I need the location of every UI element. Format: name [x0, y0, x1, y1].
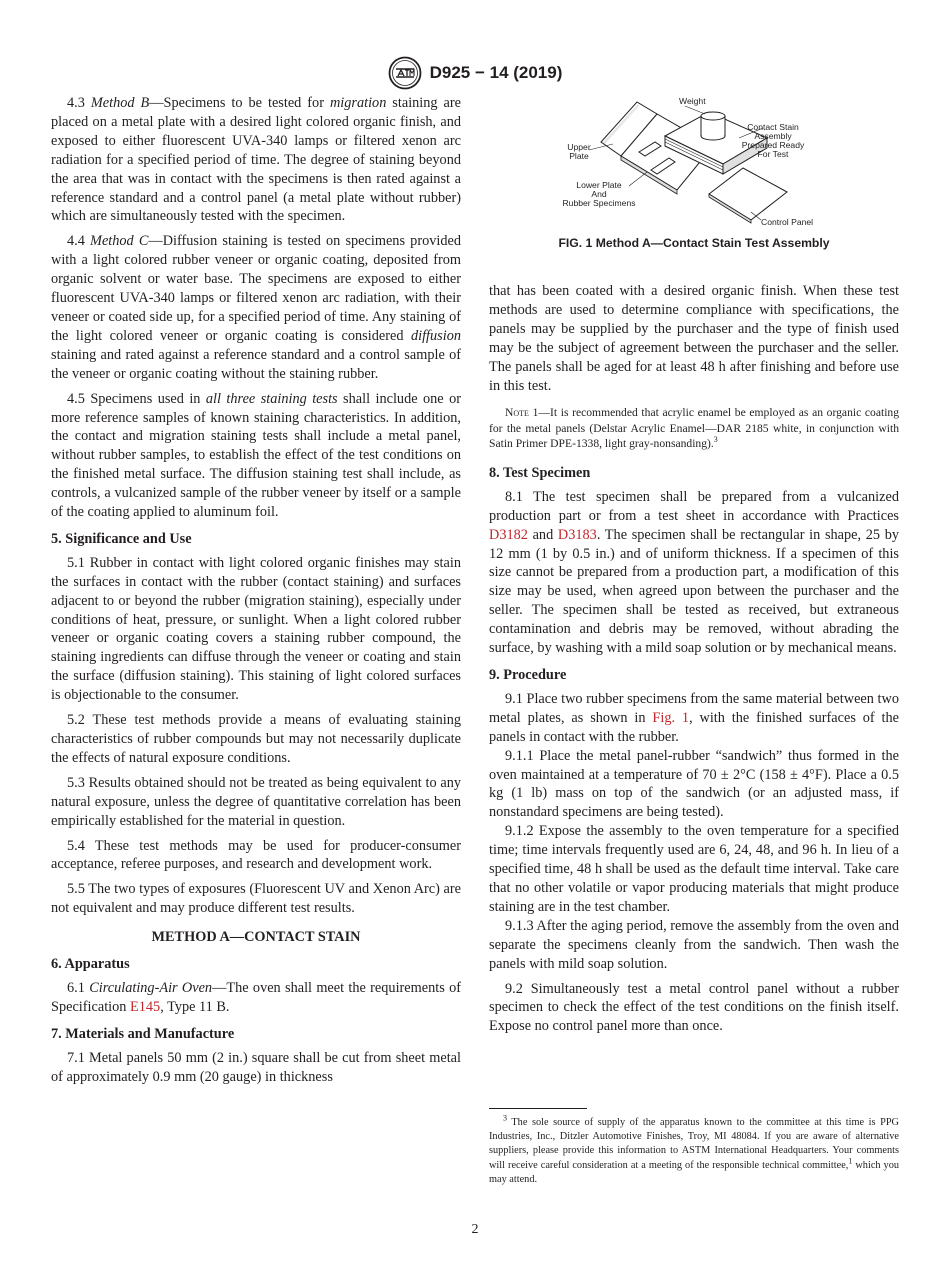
paragraph-4-4: 4.4 Method C—Diffusion staining is tested on specimens provided with a light colored rubber veneer or organic coating, deposited from organic solvent or water base. The specimens are exposed to either fluorescent UVA-340 lamps or filtered xenon arc radiation, with their veneer or coated side up, for a specified period of time. Any staining of the light colored veneer or organic coating is considered diffusion staining and rated against a reference standard and a control sample of the veneer or organic coating without the staining rubber.: [51, 233, 461, 382]
section-heading-6: 6. Apparatus: [51, 956, 130, 973]
label-lower-plate-2: And: [591, 189, 607, 199]
label-upper-plate-1: Upper: [567, 142, 591, 152]
paragraph-4-3: 4.3 Method B—Specimens to be tested for migration staining are placed on a metal plate with a desired light colored organic finish, and exposed to either fluorescent UVA-340 lamps or filtered xenon arc radiation for a specified period of time. The degree of staining beyond the area that was in contact with the specimens is then rated against a reference standard and a control panel (a metal plate without rubber) which are simultaneously tested with the specimen.: [51, 95, 462, 225]
section-heading-7: 7. Materials and Manufacture: [51, 1025, 235, 1042]
section-heading-9: 9. Procedure: [489, 667, 567, 683]
label-control-panel: Control Panel: [761, 217, 814, 227]
paragraph-5-3: 5.3 Results obtained should not be treated as being equivalent to any natural exposure, unless the degree of quantitative correlation has been empirically established for the material in question.: [51, 774, 461, 829]
footnote-divider: [489, 1108, 587, 1109]
astm-logo-icon: [388, 56, 422, 90]
section-heading-5: 5. Significance and Use: [51, 530, 192, 547]
label-contact-stain-2: Assembly: [754, 131, 792, 141]
link-d3183[interactable]: D3183: [557, 526, 597, 543]
paragraph-9-1-2: 9.1.2 Expose the assembly to the oven temperature for a specified time; time intervals frequently used are 6, 24, 48, and 96 h. In lieu of a specified time, 48 h shall be used as the default time interval. Take care that no other volatile or vapor producing materials that might produce staining are in the test chamber.: [489, 823, 899, 915]
paragraph-8-1: 8.1 The test specimen shall be prepared from a vulcanized production part or from a test sheet in accordance with Practices D3182 and D3183. The specimen shall be rectangular in shape, 25 by 12 mm (1 by 0.5 in.) and of uniform thickness. If a specimen of this size cannot be prepared from a production part, a modification of this size may be used, when agreed upon between the purchaser and the seller. The specimen shall be tested as received, but extraneous contamination and debris may be removed, without abrading the surface, by washing with a mild soap solution or by mechanical means.: [489, 488, 899, 657]
page-number: 2: [471, 1222, 479, 1237]
link-e145[interactable]: E145: [130, 998, 161, 1015]
paragraph-9-1-3: 9.1.3 After the aging period, remove the assembly from the oven and separate the specimens cleanly from the sandwich. Then wash the panels with mild soap solution.: [489, 917, 899, 972]
paragraph-6-1: 6.1 Circulating-Air Oven—The oven shall meet the requirements of Specification E145, Type 11 B.: [51, 979, 462, 1015]
paragraph-7-1: 7.1 Metal panels 50 mm (2 in.) square shall be cut from sheet metal of approximately 0.9 mm (20 gauge) in thickness: [51, 1049, 461, 1085]
label-weight: Weight: [679, 96, 706, 106]
weight-shape: [701, 112, 725, 140]
paragraph-7-1-continued: that has been coated with a desired organic finish. When these test methods are used to determine compliance with specifications, the panels may be supplied by the purchaser and the type of finish used may be the subject of agreement between the purchaser and the seller. The panels shall be aged for at least 48 h after finishing and before use in this test.: [489, 283, 899, 394]
document-designation: D925 − 14 (2019): [429, 63, 563, 82]
paragraph-5-1: 5.1 Rubber in contact with light colored organic finishes may stain the surfaces in contact with the rubber (contact staining) and surfaces adjacent to or beyond the rubber (migration staining), especially under conditions of heat, pressure, or sunlight. When a light colored rubber veneer or organic coating covers a staining rubber compound, the staining ingredients can diffuse through the veneer or coating and stain the surface (diffusion staining). This staining of light colored surfaces is objectionable to the consumer.: [51, 554, 461, 704]
page-header: [0, 56, 950, 90]
control-panel-shape: [709, 168, 787, 220]
note-1: Note 1—It is recommended that acrylic enamel be employed as an organic coating for the metal panels (Delstar Acrylic Enamel—DAR 2185 white, in conjunction with Satin Primer DPE-1338, light gray-nonsanding).$^3$: [489, 406, 900, 451]
link-d3182[interactable]: D3182: [489, 526, 528, 543]
paragraph-5-5: 5.5 The two types of exposures (Fluorescent UV and Xenon Arc) are not equivalent and may produce different test results.: [51, 881, 461, 917]
paragraph-9-1-1: 9.1.1 Place the metal panel-rubber “sandwich” thus formed in the oven maintained at a temperature of 70 ± 2°C (158 ± 4°F). Place a 0.5 kg (1 lb) mass on top of the sandwich (or an adjusted mass, if nonstandard specimens are being tested).: [489, 747, 899, 821]
paragraph-4-5: 4.5 Specimens used in all three staining tests shall include one or more reference samples of known staining characteristics. In addition, the contact and migration staining tests shall include a metal panel, without rubber samples, to establish the effect of the test conditions on the finished metal surface. The diffusion staining test shall include, as controls, a vulcanized sample of the rubber veneer by itself or a sample of the coating applied to aluminum foil.: [51, 390, 461, 521]
label-lower-plate-1: Lower Plate: [576, 180, 622, 190]
label-contact-stain-1: Contact Stain: [747, 122, 799, 132]
footnote-3: $^3$ The sole source of supply of the apparatus known to the committee at this time is PPG Industries, Inc., Ditzler Automotive Finishes, Troy, MI 48084. If you are aware of alternative suppliers, please provide this information to ASTM International Headquarters. Your comments will receive careful consideration at a meeting of the responsible technical committee,$^1$ which you may attend.: [489, 1113, 899, 1185]
link-fig-1[interactable]: Fig. 1: [652, 709, 690, 726]
section-heading-8: 8. Test Specimen: [489, 464, 591, 481]
label-lower-plate-3: Rubber Specimens: [562, 198, 636, 208]
label-contact-stain-3: Prepared Ready: [741, 140, 805, 150]
paragraph-5-4: 5.4 These test methods may be used for producer-consumer acceptance, referee purposes, and research and development work.: [51, 837, 461, 873]
left-column: [51, 94, 461, 1087]
method-a-heading: METHOD A—CONTACT STAIN: [151, 929, 361, 946]
label-contact-stain-4: For Test: [757, 149, 789, 159]
paragraph-9-2: 9.2 Simultaneously test a metal control panel without a rubber specimen to check the effect of the test conditions on the finish itself. Expose no control panel more than once.: [489, 980, 899, 1035]
label-upper-plate-2: Plate: [569, 151, 589, 161]
right-column: [489, 282, 899, 1042]
paragraph-5-2: 5.2 These test methods provide a means of evaluating staining characteristics of rubber compounds but may not necessarily duplicate the effects of natural exposure conditions.: [51, 712, 461, 766]
figure-caption: FIG. 1 Method A—Contact Stain Test Assembly: [558, 236, 830, 250]
paragraph-9-1: 9.1 Place two rubber specimens from the same material between two metal plates, as shown in Fig. 1, with the finished surfaces of the panels in contact with the rubber.: [489, 690, 899, 745]
